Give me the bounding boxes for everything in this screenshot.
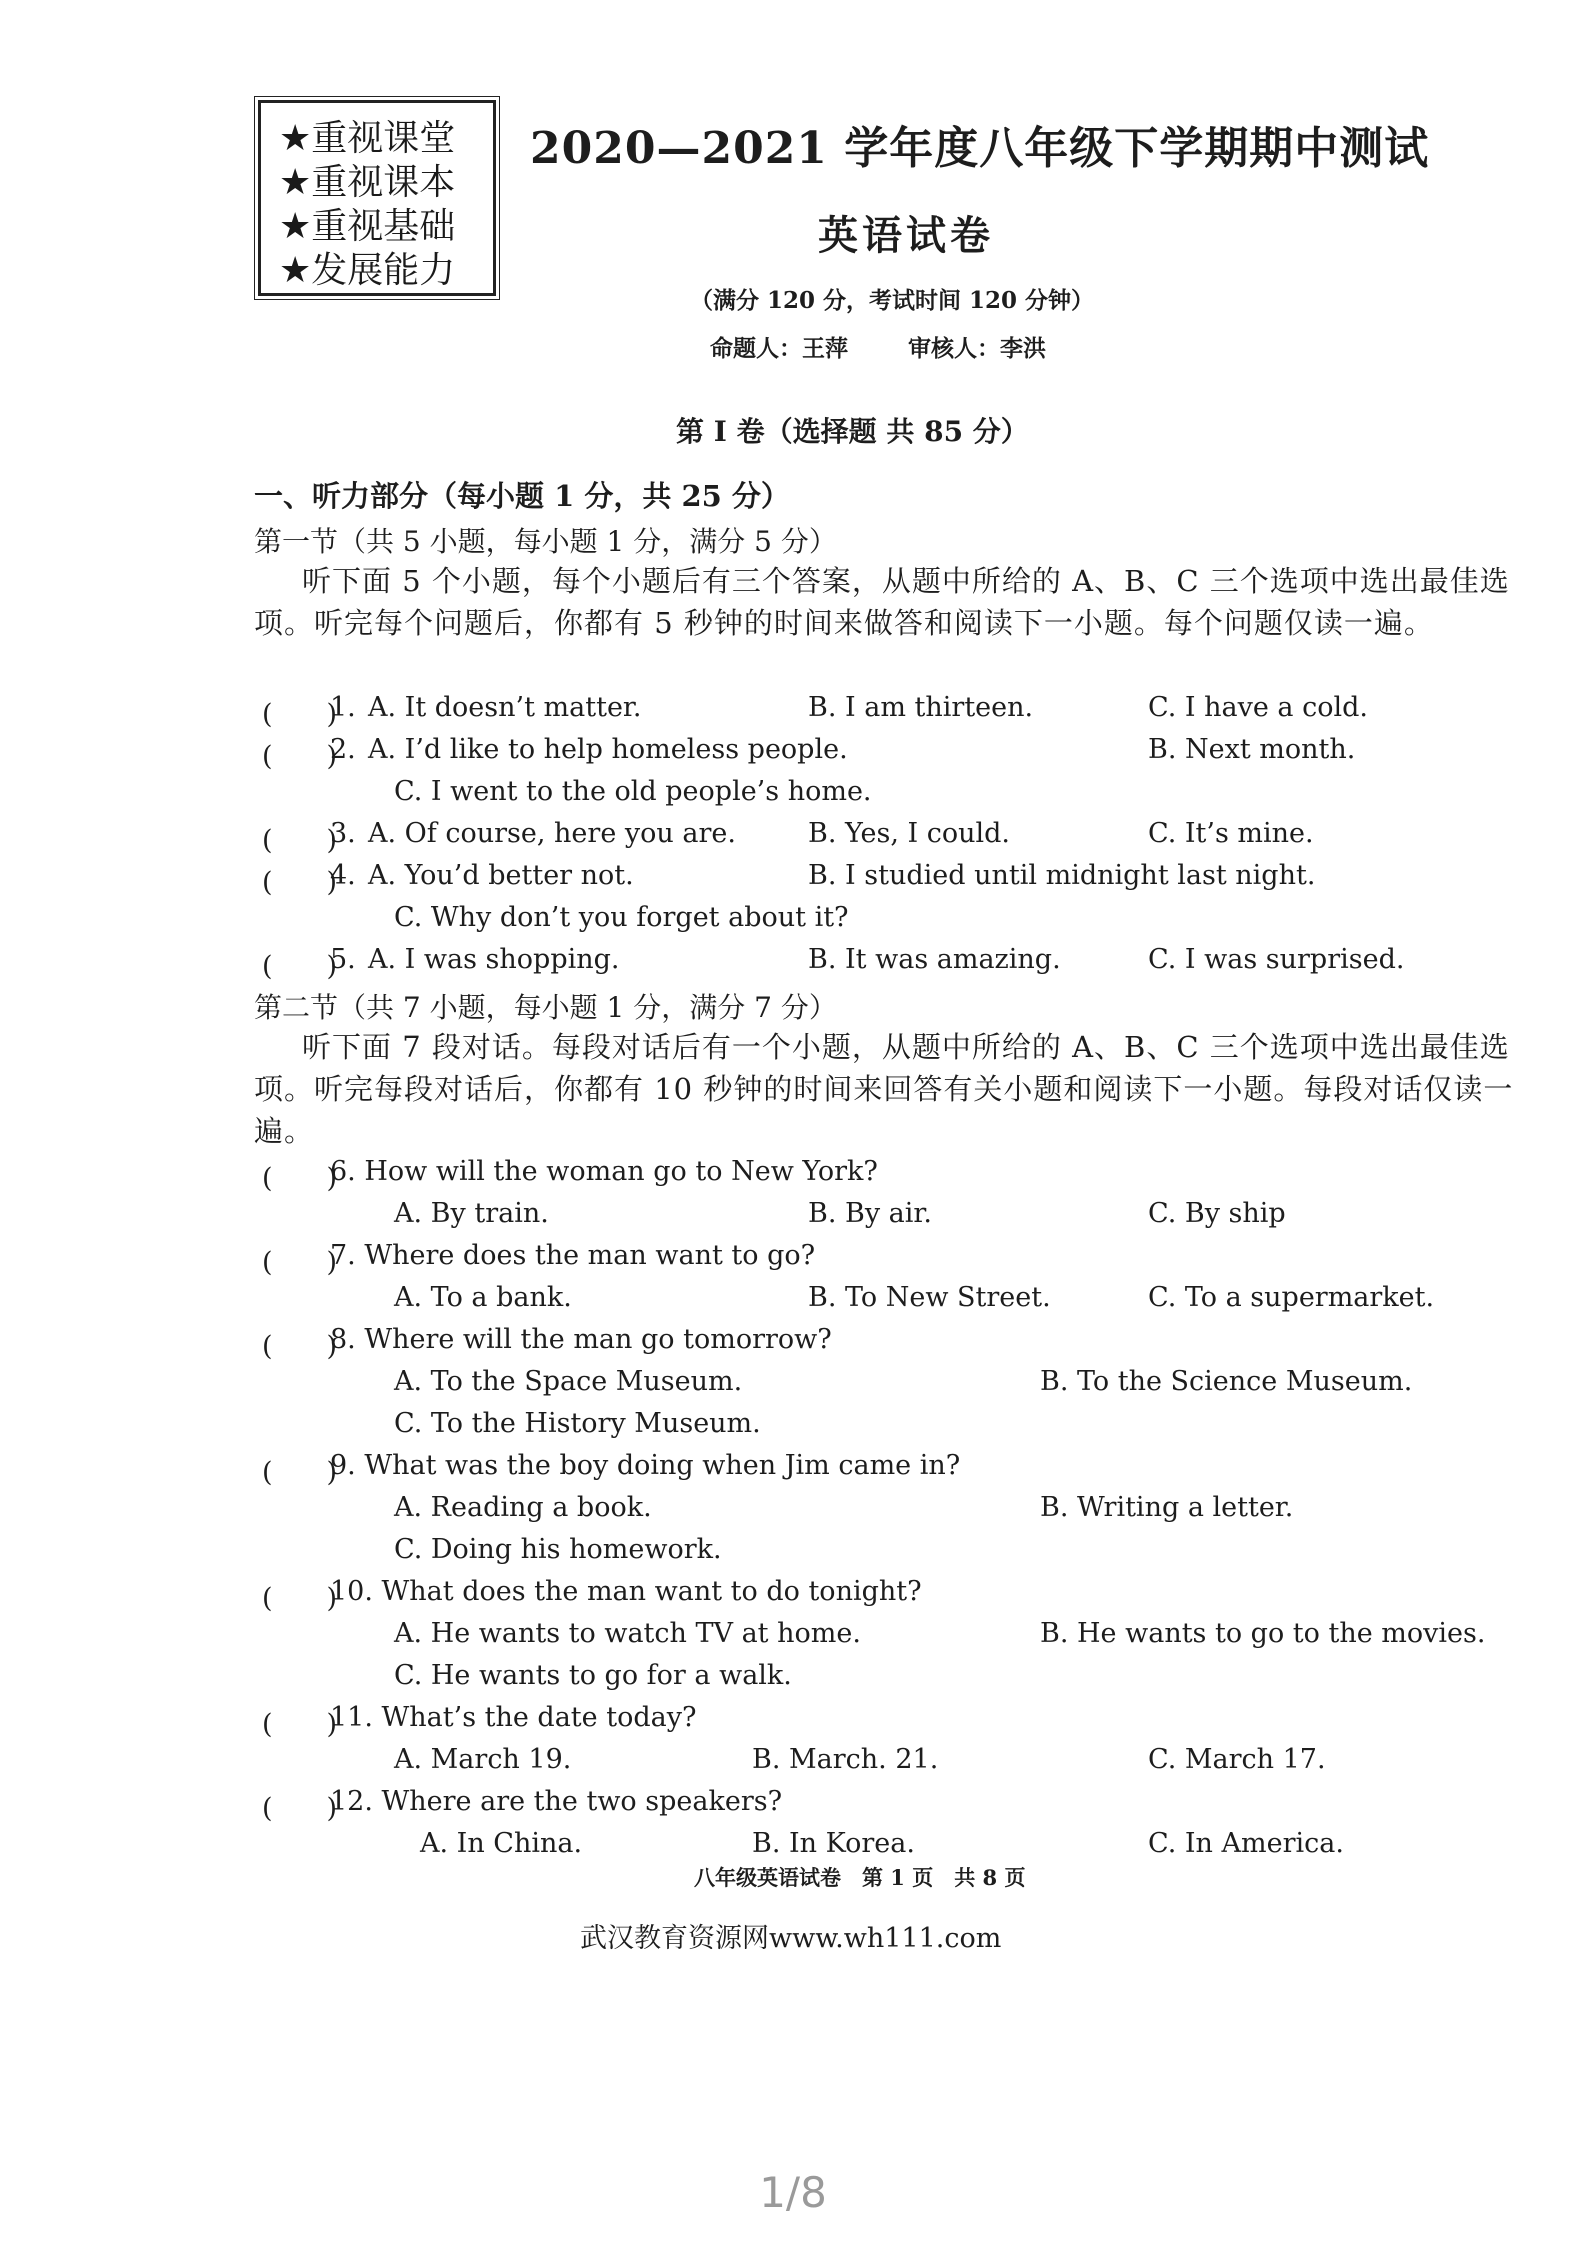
option-b: B. Next month.	[1148, 734, 1356, 765]
answer-blank[interactable]: ( )	[262, 1793, 338, 1824]
site-watermark: 武汉教育资源网www.wh111.com	[580, 1923, 1002, 1954]
question-stem: 6. How will the woman go to New York?	[330, 1156, 878, 1187]
answer-blank[interactable]: ( )	[262, 1457, 338, 1488]
option-c: C. It’s mine.	[1148, 818, 1314, 849]
option-a: A. Reading a book.	[394, 1492, 652, 1523]
option-b: B. It was amazing.	[808, 944, 1061, 975]
answer-blank[interactable]: ( )	[262, 825, 338, 856]
question-stem: 9. What was the boy doing when Jim came in?	[330, 1450, 961, 1481]
option-a: A. You’d better not.	[368, 860, 634, 891]
option-b: B. In Korea.	[752, 1828, 915, 1859]
option-a: A. March 19.	[394, 1744, 572, 1775]
option-b: B. Writing a letter.	[1040, 1492, 1294, 1523]
exam-title: 2020—2021 学年度八年级下学期期中测试	[530, 123, 1430, 174]
motto-line: ★发展能力	[279, 250, 456, 291]
option-c: C. I have a cold.	[1148, 692, 1368, 723]
option-b: B. To New Street.	[808, 1282, 1051, 1313]
motto-line: ★重视课本	[279, 162, 456, 203]
question-number: 5.	[330, 944, 356, 975]
option-c: C. In America.	[1148, 1828, 1344, 1859]
score-note: （满分 120 分，考试时间 120 分钟）	[690, 287, 1095, 314]
section-instructions: 听下面 7 段对话。每段对话后有一个小题，从题中所给的 A、B、C 三个选项中选出最佳选项。听完每段对话后，你都有 10 秒钟的时间来回答有关小题和阅读下一小题。每段对话仅读一遍。	[254, 1030, 1514, 1148]
reviewer-label: 审核人：李洪	[908, 335, 1046, 362]
motto-box	[258, 100, 496, 296]
answer-blank[interactable]: ( )	[262, 1709, 338, 1740]
option-c: C. I was surprised.	[1148, 944, 1405, 975]
question-stem: 7. Where does the man want to go?	[330, 1240, 816, 1271]
option-c: C. To the History Museum.	[394, 1408, 761, 1439]
option-c: C. Why don’t you forget about it?	[394, 902, 849, 933]
option-b: B. To the Science Museum.	[1040, 1366, 1413, 1397]
motto-line: ★重视基础	[279, 206, 456, 247]
question-number: 3.	[330, 818, 356, 849]
question-stem: 11. What’s the date today?	[330, 1702, 697, 1733]
page-indicator: 1/8	[759, 2168, 827, 2217]
option-a: A. By train.	[394, 1198, 549, 1229]
page-footer: 八年级英语试卷 第 1 页 共 8 页	[694, 1865, 1026, 1890]
answer-blank[interactable]: ( )	[262, 951, 338, 982]
section-instructions: 听下面 5 个小题，每个小题后有三个答案，从题中所给的 A、B、C 三个选项中选出最佳选项。听完每个问题后，你都有 5 秒钟的时间来做答和阅读下一小题。每个问题仅读一遍。	[254, 564, 1510, 640]
option-a: A. Of course, here you are.	[368, 818, 736, 849]
option-c: C. By ship	[1148, 1198, 1286, 1229]
question-stem: 8. Where will the man go tomorrow?	[330, 1324, 832, 1355]
part-title: 一、听力部分（每小题 1 分，共 25 分）	[254, 479, 790, 513]
option-c: C. Doing his homework.	[394, 1534, 722, 1565]
option-b: B. I studied until midnight last night.	[808, 860, 1316, 891]
answer-blank[interactable]: ( )	[262, 1331, 338, 1362]
answer-blank[interactable]: ( )	[262, 1247, 338, 1278]
question-stem: 10. What does the man want to do tonight?	[330, 1576, 922, 1607]
answer-blank[interactable]: ( )	[262, 867, 338, 898]
option-b: B. I am thirteen.	[808, 692, 1034, 723]
option-a: A. To the Space Museum.	[394, 1366, 743, 1397]
section-title: 第二节（共 7 小题，每小题 1 分，满分 7 分）	[254, 991, 837, 1024]
option-a: A. I was shopping.	[368, 944, 620, 975]
option-c: C. To a supermarket.	[1148, 1282, 1435, 1313]
option-c: C. He wants to go for a walk.	[394, 1660, 792, 1691]
option-b: B. Yes, I could.	[808, 818, 1010, 849]
option-a: A. It doesn’t matter.	[368, 692, 642, 723]
exam-subtitle: 英语试卷	[818, 212, 994, 259]
volume-title: 第 I 卷（选择题 共 85 分）	[676, 415, 1029, 448]
answer-blank[interactable]: ( )	[262, 699, 338, 730]
answer-blank[interactable]: ( )	[262, 1163, 338, 1194]
option-b: B. By air.	[808, 1198, 932, 1229]
option-a: A. He wants to watch TV at home.	[394, 1618, 861, 1649]
option-a: A. To a bank.	[394, 1282, 572, 1313]
question-number: 2.	[330, 734, 356, 765]
section-title: 第一节（共 5 小题，每小题 1 分，满分 5 分）	[254, 525, 837, 558]
option-c: C. I went to the old people’s home.	[394, 776, 872, 807]
option-b: B. He wants to go to the movies.	[1040, 1618, 1486, 1649]
motto-line: ★重视课堂	[279, 118, 456, 159]
option-a: A. I’d like to help homeless people.	[368, 734, 848, 765]
author-label: 命题人：王萍	[710, 335, 848, 362]
answer-blank[interactable]: ( )	[262, 1583, 338, 1614]
authors-line	[710, 330, 1046, 363]
question-stem: 12. Where are the two speakers?	[330, 1786, 783, 1817]
question-number: 4.	[330, 860, 356, 891]
option-a: A. In China.	[420, 1828, 583, 1859]
option-c: C. March 17.	[1148, 1744, 1326, 1775]
option-b: B. March. 21.	[752, 1744, 939, 1775]
question-number: 1.	[330, 692, 356, 723]
answer-blank[interactable]: ( )	[262, 741, 338, 772]
